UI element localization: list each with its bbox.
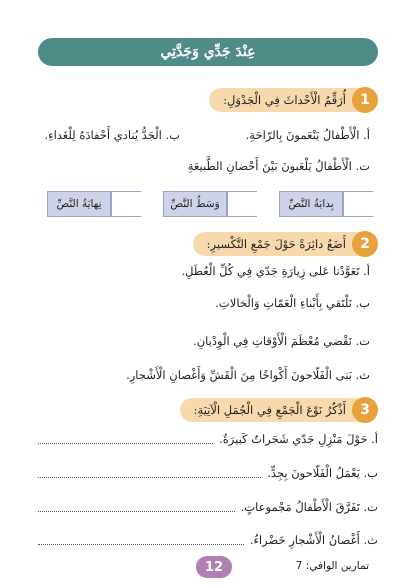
- lesson-title: [38, 38, 378, 66]
- section-3-item-c: ت. تَفَرَّقَ الْأَطْفالُ مَجْموعاتٍ.: [240, 500, 378, 514]
- sequence-table: [47, 191, 373, 217]
- section-1-item-b: ب. الْجَدُّ يُنادي أَحْفادَهُ لِلْغَداءِ.: [44, 128, 180, 142]
- section-2-number-badge: 2: [352, 231, 378, 257]
- section-1-item-a: أ. الْأَطْفالُ يَنْعَمونَ بِالرّاحَةِ.: [245, 128, 370, 142]
- page-number-badge: 12: [196, 556, 232, 578]
- answer-line-c[interactable]: [38, 510, 235, 512]
- section-3-row-c: [38, 500, 378, 514]
- section-3-number-badge: 3: [352, 397, 378, 423]
- section-2-header: [193, 230, 378, 258]
- sequence-label-start: بِدايَةُ النَّصِّ: [279, 191, 343, 217]
- section-3-item-a: أ. حَوْلَ مَنْزِلِ جَدّي شَجَراتٌ كَبيرَةٌ.: [219, 432, 378, 446]
- section-1-number-badge: 1: [352, 87, 378, 113]
- sequence-label-middle: وَسَطُ النَّصِّ: [163, 191, 227, 217]
- section-3-row-a: [38, 432, 378, 446]
- book-title: تمارين الوافي: 7: [295, 560, 369, 572]
- section-1-instruction: أُرَقِّمُ الْأَحْداثَ فِي الْجَدْوَلِ:: [209, 88, 364, 112]
- answer-line-a[interactable]: [38, 442, 213, 444]
- section-3-item-b: ب. يَعْمَلُ الْفَلّاحونَ بِجِدٍّ.: [267, 466, 378, 480]
- lesson-title-text: عِنْدَ جَدِّي وَجَدَّتِي: [160, 44, 256, 60]
- section-3-instruction: أَذْكُرُ نَوْعَ الْجَمْعِ فِي الْجُمَلِ الْآتِيَةِ:: [180, 398, 364, 422]
- section-3-item-d: ث. أَغْصانُ الْأَشْجارِ خَضْراءُ.: [249, 533, 378, 547]
- answer-line-d[interactable]: [38, 543, 244, 545]
- sequence-group-middle: [163, 191, 257, 217]
- section-3-row-d: [38, 533, 378, 547]
- sequence-group-end: [47, 191, 141, 217]
- sequence-group-start: [279, 191, 373, 217]
- section-1-item-c: ت. الْأَطْفالُ يَلْعَبونَ بَيْنَ أَحْضانِ الطَّبيعَةِ: [187, 159, 370, 173]
- section-1-header: [209, 86, 378, 114]
- section-2-instruction: أَضَعُ دائِرَةً حَوْلَ جَمْعِ التَّكْسيرِ:: [193, 232, 364, 256]
- sequence-box-end[interactable]: [111, 191, 141, 217]
- section-2-item-c: ت. نَقْضي مُعْظَمَ الْأَوْقاتِ فِي الْوِدْيانِ.: [193, 334, 370, 348]
- section-2-item-a: أ. تَعَوَّدْنا عَلى زِيارَةِ جَدّي فِي كُلِّ الْعُطَلِ.: [181, 264, 370, 278]
- sequence-box-start[interactable]: [343, 191, 373, 217]
- sequence-label-end: نِهايَةُ النَّصِّ: [47, 191, 111, 217]
- section-3-header: [180, 396, 378, 424]
- section-2-item-b: ب. نَلْتَقي بِأَبْناءِ الْعَمّاتِ وَالْخالاتِ.: [215, 296, 370, 310]
- section-3-row-b: [38, 466, 378, 480]
- section-2-item-d: ث. بَنى الْفَلّاحونَ أَكْواخًا مِنَ الْقَشِّ وَأَغْصانِ الْأَشْجارِ.: [126, 368, 370, 382]
- answer-line-b[interactable]: [38, 476, 261, 478]
- sequence-box-middle[interactable]: [227, 191, 257, 217]
